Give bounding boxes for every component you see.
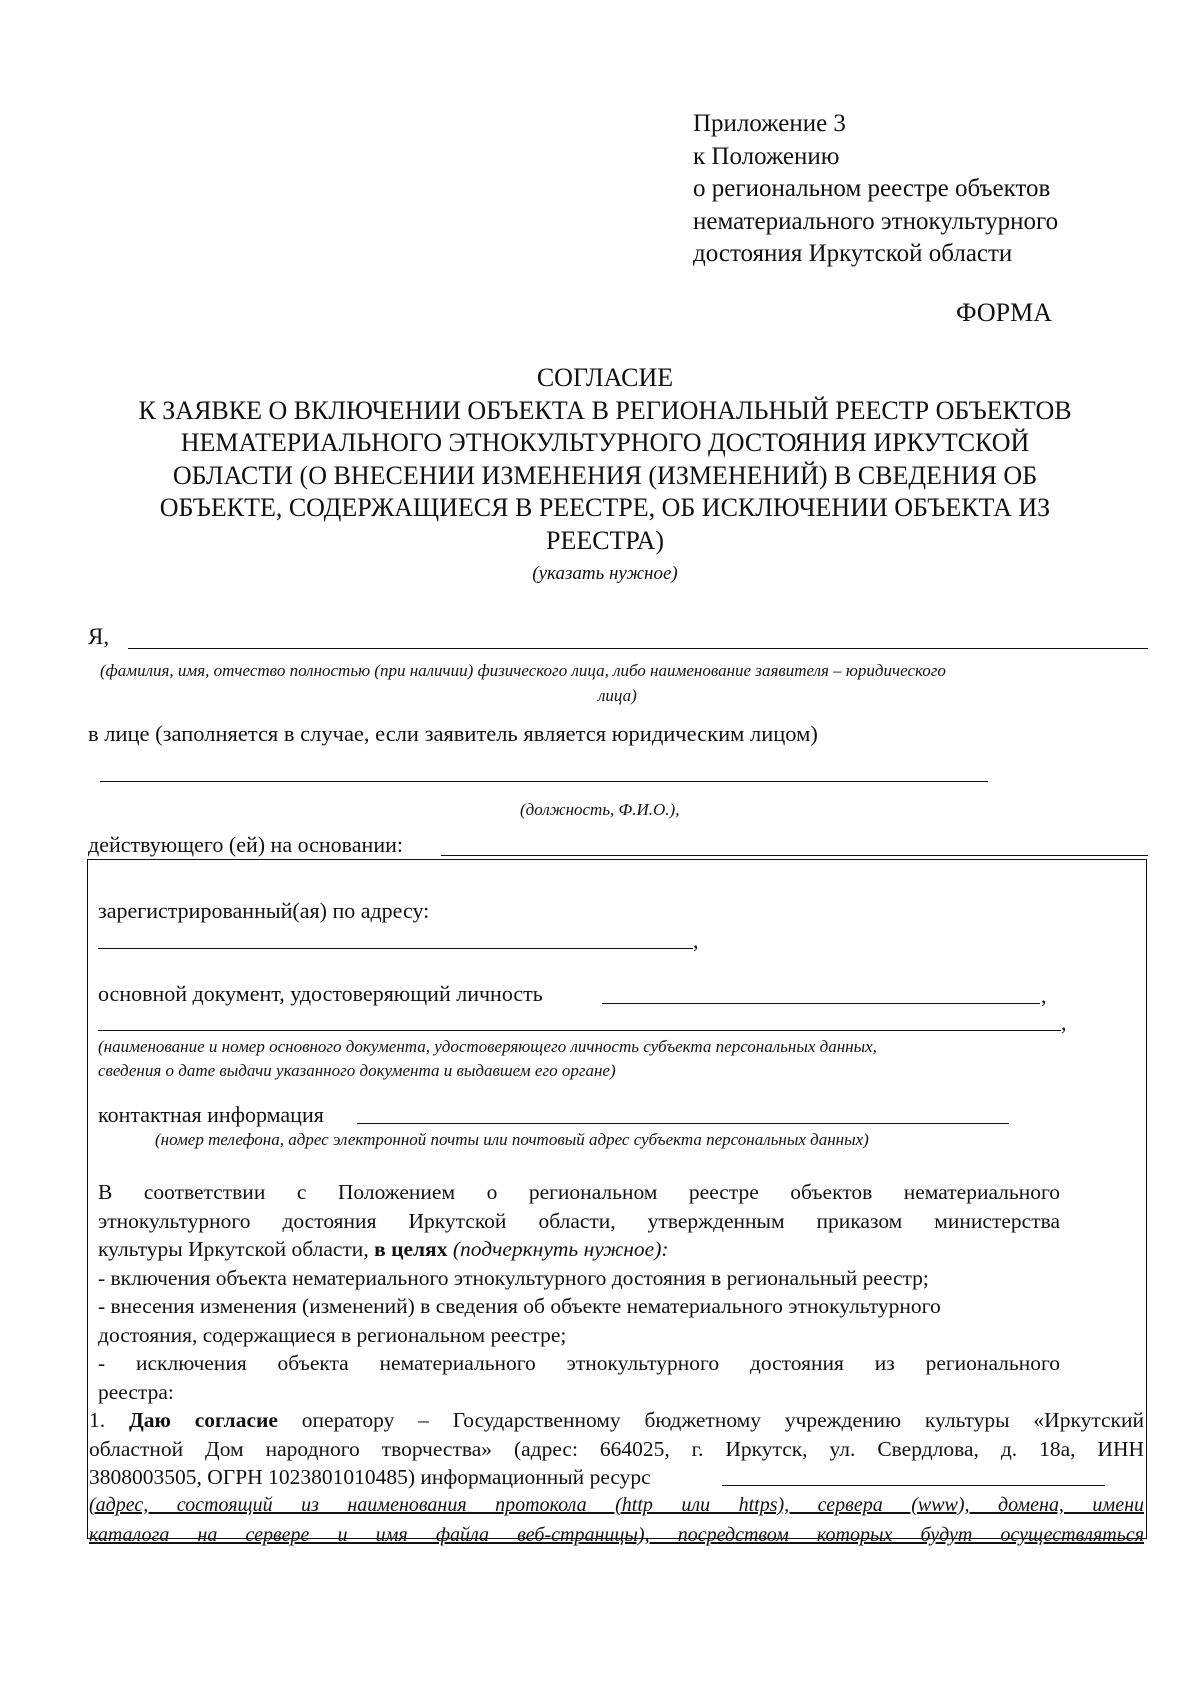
appendix-line: Приложение 3 bbox=[693, 110, 846, 137]
representative-label: в лице (заполняется в случае, если заявитель является юридическим лицом) bbox=[88, 721, 818, 746]
clause-hint-line: (адрес, состоящий из наименования протокола (http или https), сервера (www), домена, имени bbox=[89, 1494, 1144, 1516]
clause-line: областной Дом народного творчества» (адрес: 664025, г. Иркутск, ул. Свердлова, д. 18а, ИНН bbox=[89, 1436, 1144, 1461]
title-line: ОБЪЕКТЕ, СОДЕРЖАЩИЕСЯ В РЕЕСТРЕ, ОБ ИСКЛЮЧЕНИИ ОБЪЕКТА ИЗ bbox=[159, 493, 1051, 523]
document-comma-2: , bbox=[1061, 1010, 1067, 1035]
purpose-item-change: - внесения изменения (изменений) в сведения об объекте нематериального этнокультурного bbox=[98, 1294, 941, 1318]
paragraph-line: культуры Иркутской области, в целях (подчеркнуть нужное): bbox=[98, 1237, 669, 1261]
appendix-header bbox=[693, 108, 1058, 271]
document-field-line-2[interactable] bbox=[98, 1030, 1061, 1031]
clause-hint-line: каталога на сервере и имя файла веб-страницы), посредством которых будут осуществляться bbox=[89, 1524, 1144, 1546]
name-field-line[interactable] bbox=[128, 648, 1148, 649]
name-field-hint-cont: лица) bbox=[598, 686, 637, 705]
title-line: НЕМАТЕРИАЛЬНОГО ЭТНОКУЛЬТУРНОГО ДОСТОЯНИЯ ИРКУТСКОЙ bbox=[180, 428, 1030, 458]
title-line: СОГЛАСИЕ bbox=[536, 363, 674, 392]
appendix-line: о региональном реестре объектов bbox=[693, 175, 1051, 202]
basis-label: действующего (ей) на основании: bbox=[88, 832, 403, 857]
title-hint: (указать нужное) bbox=[532, 562, 678, 584]
appendix-line: к Положению bbox=[693, 142, 840, 170]
resource-field-line[interactable] bbox=[722, 1485, 1105, 1486]
paragraph-line: этнокультурного достояния Иркутской области, утвержденным приказом министерства bbox=[98, 1208, 1060, 1233]
title-line: ОБЛАСТИ (О ВНЕСЕНИИ ИЗМЕНЕНИЯ (ИЗМЕНЕНИЙ) В СВЕДЕНИЯ ОБ bbox=[172, 460, 1038, 490]
document-label: основной документ, удостоверяющий личность bbox=[98, 981, 543, 1006]
document-field-line[interactable] bbox=[602, 1003, 1040, 1004]
paragraph-line: В соответствии с Положением о региональном реестре объектов нематериального bbox=[98, 1180, 1060, 1204]
clause-1-hint bbox=[89, 1490, 1144, 1550]
document-comma: , bbox=[1041, 983, 1047, 1008]
appendix-line: достояния Иркутской области bbox=[693, 240, 1013, 267]
ya-label: Я, bbox=[88, 624, 110, 649]
contact-field-line[interactable] bbox=[357, 1123, 1009, 1124]
address-label: зарегистрированный(ая) по адресу: bbox=[98, 898, 430, 923]
clause-line: 3808003505, ОГРН 1023801010485) информационный ресурс bbox=[89, 1465, 651, 1489]
position-field-hint: (должность, Ф.И.О.), bbox=[520, 800, 680, 819]
document-hint: (наименование и номер основного документа, удостоверяющего личность субъекта персональных данных, bbox=[98, 1037, 877, 1056]
address-field-line[interactable] bbox=[98, 948, 693, 949]
title-line: К ЗАЯВКЕ О ВКЛЮЧЕНИИ ОБЪЕКТА В РЕГИОНАЛЬНЫЙ РЕЕСТР ОБЪЕКТОВ bbox=[138, 395, 1072, 425]
basis-field-line[interactable] bbox=[441, 855, 1148, 856]
purpose-item-exclude-cont: реестра: bbox=[98, 1379, 174, 1404]
purpose-item-change-cont: достояния, содержащиеся в региональном реестре; bbox=[98, 1322, 567, 1347]
document-hint-cont: сведения о дате выдачи указанного документа и выдавшем его органе) bbox=[98, 1061, 616, 1080]
clause-line: 1. Даю согласие оператору – Государственному бюджетному учреждению культуры «Иркутский bbox=[89, 1408, 1144, 1432]
address-comma: , bbox=[693, 928, 699, 953]
clause-1 bbox=[89, 1406, 1144, 1492]
purpose-item-exclude: - исключения объекта нематериального этнокультурного достояния из регионального bbox=[98, 1351, 1060, 1375]
form-label: ФОРМА bbox=[956, 298, 1052, 327]
purpose-item-include: - включения объекта нематериального этнокультурного достояния в региональный реестр; bbox=[98, 1265, 929, 1290]
title-line: РЕЕСТРА) bbox=[545, 525, 664, 555]
consent-paragraph bbox=[98, 1178, 1060, 1406]
document-title bbox=[60, 362, 1150, 590]
position-field-line[interactable] bbox=[100, 781, 988, 782]
contact-label: контактная информация bbox=[98, 1102, 324, 1127]
appendix-line: нематериального этнокультурного bbox=[693, 207, 1059, 235]
contact-hint: (номер телефона, адрес электронной почты или почтовый адрес субъекта персональных данных) bbox=[155, 1130, 869, 1149]
name-field-hint: (фамилия, имя, отчество полностью (при наличии) физического лица, либо наименование заявителя – юридического bbox=[100, 661, 946, 680]
